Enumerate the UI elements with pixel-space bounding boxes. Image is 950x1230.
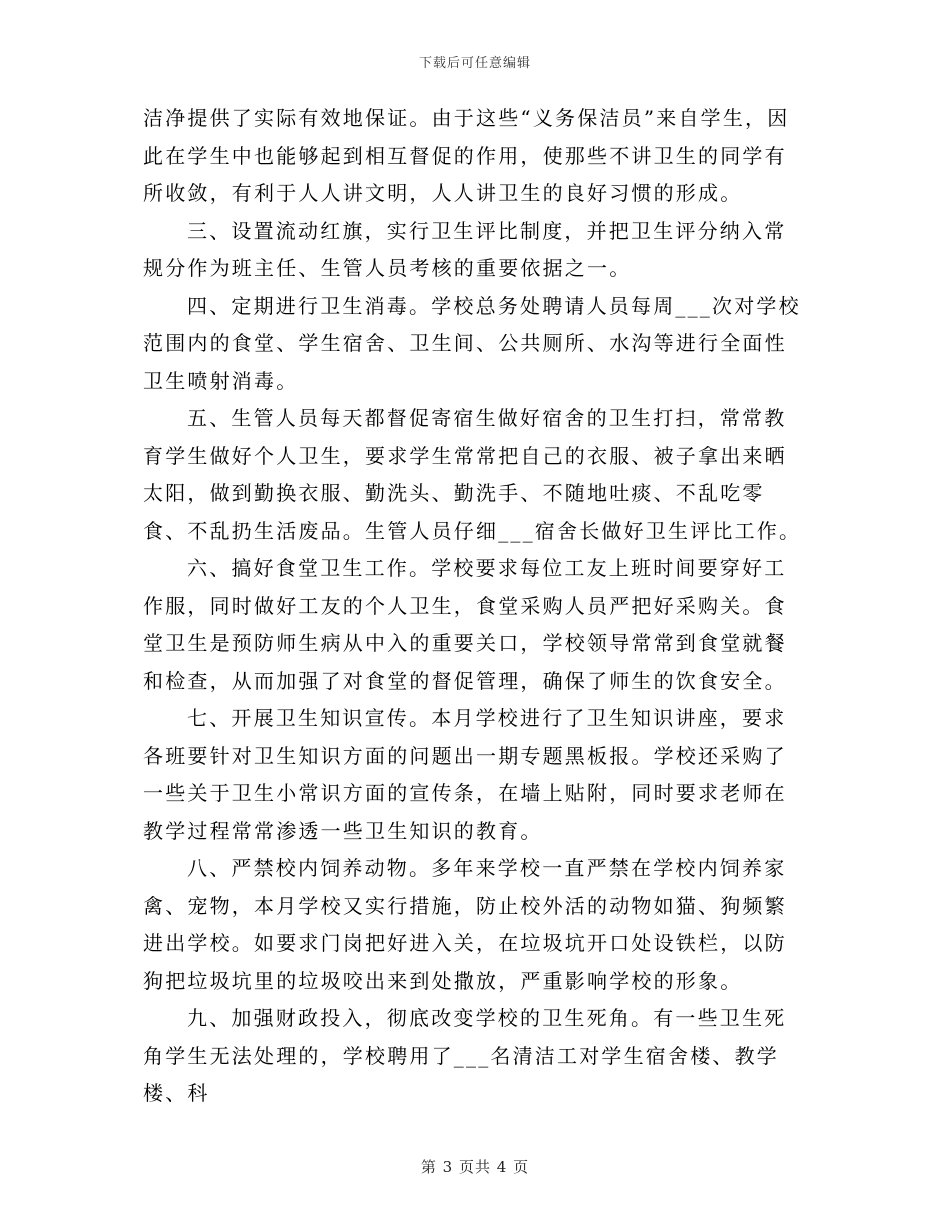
paragraph-item-7: 七、开展卫生知识宣传。本月学校进行了卫生知识讲座，要求各班要针对卫生知识方面的问题出一期专题黑板报。学校还采购了一些关于卫生小常识方面的宣传条，在墙上贴附，同时要求老师在教学过程常常渗透一些卫生知识的教育。 (143, 706, 787, 843)
paragraph-item-5: 五、生管人员每天都督促寄宿生做好宿舍的卫生打扫，常常教育学生做好个人卫生，要求学生常常把自己的衣服、被子拿出来晒太阳，做到勤换衣服、勤洗头、勤洗手、不随地吐痰、不乱吃零食、不乱扔生活废品。生管人员仔细___宿舍长做好卫生评比工作。 (143, 406, 802, 543)
paragraph-item-9: 九、加强财政投入，彻底改变学校的卫生死角。有一些卫生死角学生无法处理的，学校聘用了___名清洁工对学生宿舍楼、教学楼、科 (143, 1006, 787, 1105)
paragraph-item-3: 三、设置流动红旗，实行卫生评比制度，并把卫生评分纳入常规分作为班主任、生管人员考核的重要依据之一。 (143, 218, 787, 280)
paragraph-item-6: 六、搞好食堂卫生工作。学校要求每位工友上班时间要穿好工作服，同时做好工友的个人卫生，食堂采购人员严把好采购关。食堂卫生是预防师生病从中入的重要关口，学校领导常常到食堂就餐和检查，从而加强了对食堂的督促管理，确保了师生的饮食安全。 (143, 556, 787, 693)
document-body (143, 100, 808, 1113)
page-header: 下载后可任意编辑 (418, 56, 531, 71)
paragraph-item-4: 四、定期进行卫生消毒。学校总务处聘请人员每周___次对学校范围内的食堂、学生宿舍、卫生间、公共厕所、水沟等进行全面性卫生喷射消毒。 (143, 293, 801, 393)
page-number: 第 3 页共 4 页 (420, 1158, 530, 1176)
paragraph-continuation: 洁净提供了实际有效地保证。由于这些“义务保洁员”来自学生，因此在学生中也能够起到相互督促的作用，使那些不讲卫生的同学有所收敛，有利于人人讲文明，人人讲卫生的良好习惯的形成。 (143, 106, 790, 205)
paragraph-item-8: 八、严禁校内饲养动物。多年来学校一直严禁在学校内饲养家禽、宠物，本月学校又实行措施，防止校外活的动物如猫、狗频繁进出学校。如要求门岗把好进入关，在垃圾坑开口处设铁栏，以防狗把垃圾坑里的垃圾咬出来到处撒放，严重影响学校的形象。 (143, 856, 787, 993)
